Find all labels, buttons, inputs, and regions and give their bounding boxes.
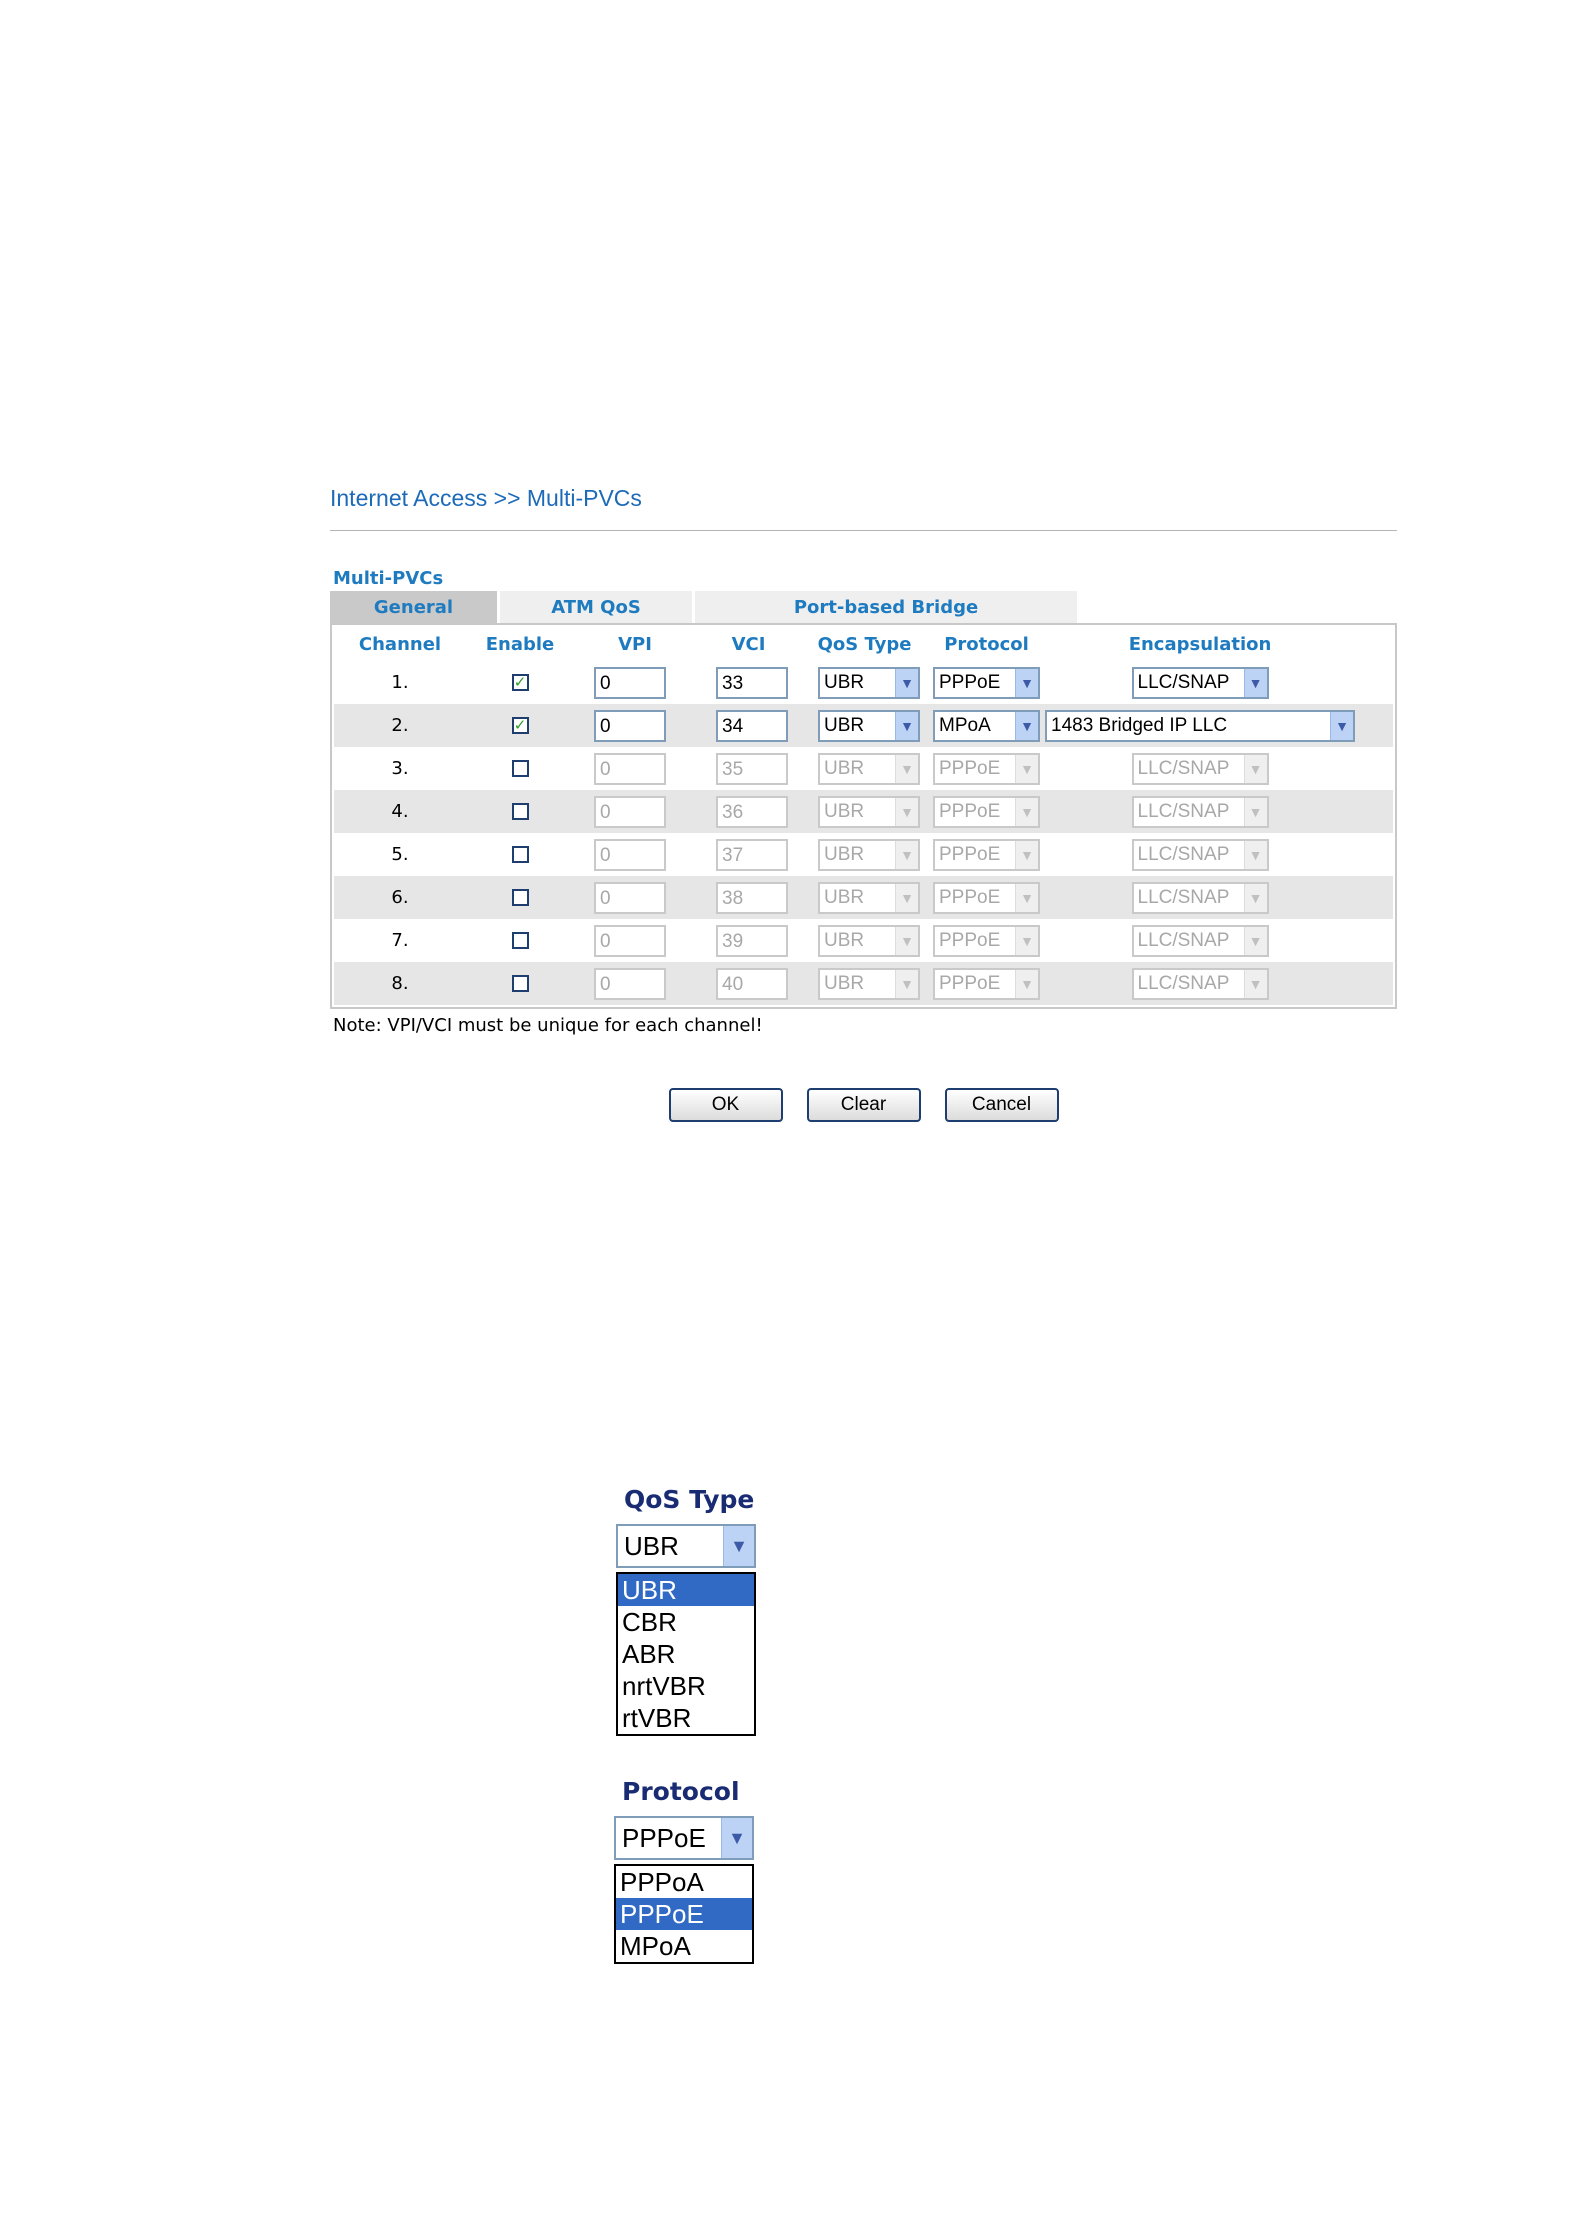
vpi-input[interactable]: 0: [594, 839, 666, 871]
dropdown-option[interactable]: UBR: [618, 1574, 754, 1606]
vci-cell: [696, 839, 801, 871]
encapsulation-value: LLC/SNAP: [1137, 972, 1230, 994]
qos-type-value: UBR: [824, 671, 865, 693]
protocol-select[interactable]: [933, 753, 1040, 785]
qos-type-dropdown-example: [616, 1482, 756, 1736]
vci-input[interactable]: 35: [716, 753, 788, 785]
enable-cell: [466, 889, 574, 906]
vpi-cell: [574, 839, 696, 871]
protocol-cell: [928, 839, 1045, 871]
protocol-cell: [928, 710, 1045, 742]
chevron-down-icon[interactable]: ▼: [895, 884, 918, 912]
table-row: [334, 833, 1393, 876]
dropdown-option[interactable]: PPPoA: [620, 1867, 704, 1897]
vpi-cell: [574, 882, 696, 914]
channel-number: 1.: [391, 672, 409, 693]
pvc-table: [330, 623, 1397, 1009]
chevron-down-icon[interactable]: ▼: [1244, 798, 1267, 826]
tab-bar: [330, 591, 1397, 623]
vci-input[interactable]: 37: [716, 839, 788, 871]
table-row: [334, 747, 1393, 790]
encapsulation-value: LLC/SNAP: [1137, 843, 1230, 865]
vpi-input[interactable]: 0: [594, 882, 666, 914]
button-row: [330, 1088, 1397, 1122]
qos-type-title: QoS Type: [624, 1485, 755, 1514]
protocol-select[interactable]: [933, 882, 1040, 914]
protocol-select[interactable]: [614, 1816, 754, 1860]
qos-type-select[interactable]: [818, 753, 920, 785]
enable-cell: [466, 674, 574, 691]
encapsulation-select[interactable]: [1132, 667, 1269, 699]
table-row: [334, 704, 1393, 747]
dropdown-option[interactable]: rtVBR: [622, 1703, 692, 1733]
protocol-cell: [928, 753, 1045, 785]
channel-number: 4.: [391, 801, 409, 822]
qos-cell: [801, 925, 928, 957]
enable-checkbox[interactable]: [512, 889, 529, 906]
vpi-cell: [574, 710, 696, 742]
vpi-cell: [574, 968, 696, 1000]
qos-type-select[interactable]: [818, 710, 920, 742]
column-header-vci: VCI: [731, 633, 766, 655]
protocol-value: PPPoE: [939, 886, 1001, 908]
chevron-down-icon[interactable]: ▼: [1015, 841, 1038, 869]
divider: [330, 530, 1397, 531]
qos-type-select[interactable]: [818, 882, 920, 914]
qos-type-select[interactable]: [818, 667, 920, 699]
enable-cell: [466, 932, 574, 949]
protocol-cell: [928, 796, 1045, 828]
column-header-channel: Channel: [358, 633, 442, 655]
chevron-down-icon[interactable]: ▼: [721, 1818, 752, 1858]
chevron-down-icon[interactable]: ▼: [895, 970, 918, 998]
vci-input[interactable]: 33: [716, 667, 788, 699]
protocol-select[interactable]: [933, 968, 1040, 1000]
breadcrumb: Internet Access >> Multi-PVCs: [330, 485, 642, 511]
encapsulation-value: 1483 Bridged IP LLC: [1051, 714, 1228, 736]
enable-checkbox[interactable]: ✓: [512, 717, 529, 734]
tab-general[interactable]: General: [330, 591, 500, 623]
qos-type-value: UBR: [824, 714, 865, 736]
table-row: [334, 919, 1393, 962]
column-header-vpi: VPI: [618, 633, 652, 655]
protocol-title: Protocol: [622, 1777, 740, 1806]
vpi-input[interactable]: 0: [594, 753, 666, 785]
vci-cell: [696, 753, 801, 785]
table-row: [334, 962, 1393, 1005]
protocol-value: PPPoE: [939, 972, 1001, 994]
enable-cell: [466, 846, 574, 863]
column-header-protocol: Protocol: [944, 633, 1029, 655]
encapsulation-cell: [1045, 882, 1355, 914]
vpi-input[interactable]: 0: [594, 968, 666, 1000]
clear-button[interactable]: Clear: [807, 1088, 921, 1122]
qos-cell: [801, 796, 928, 828]
protocol-options-list: [614, 1864, 754, 1964]
chevron-down-icon[interactable]: ▼: [1015, 755, 1038, 783]
protocol-selected-value: PPPoE: [622, 1823, 706, 1853]
cancel-button[interactable]: Cancel: [945, 1088, 1059, 1122]
qos-cell: [801, 968, 928, 1000]
encapsulation-cell: [1045, 710, 1355, 742]
chevron-down-icon[interactable]: ▼: [1015, 884, 1038, 912]
encapsulation-select[interactable]: [1132, 882, 1269, 914]
tab-atm-qos[interactable]: ATM QoS: [500, 591, 695, 623]
multi-pvcs-page: [330, 478, 1397, 1122]
protocol-dropdown-example: [614, 1774, 754, 1964]
protocol-cell: [928, 968, 1045, 1000]
encapsulation-cell: [1045, 839, 1355, 871]
chevron-down-icon[interactable]: ▼: [1015, 798, 1038, 826]
vci-cell: [696, 882, 801, 914]
vpi-input[interactable]: 0: [594, 796, 666, 828]
enable-checkbox[interactable]: [512, 975, 529, 992]
enable-cell: [466, 803, 574, 820]
dropdown-option[interactable]: PPPoE: [616, 1898, 752, 1930]
enable-checkbox[interactable]: ✓: [512, 674, 529, 691]
qos-type-value: UBR: [824, 929, 865, 951]
qos-type-select[interactable]: [818, 796, 920, 828]
protocol-cell: [928, 667, 1045, 699]
vci-cell: [696, 710, 801, 742]
encapsulation-cell: [1045, 753, 1355, 785]
protocol-select[interactable]: [933, 710, 1040, 742]
vci-input[interactable]: 36: [716, 796, 788, 828]
chevron-down-icon[interactable]: ▼: [1244, 927, 1267, 955]
vci-cell: [696, 925, 801, 957]
chevron-down-icon[interactable]: ▼: [1015, 927, 1038, 955]
encapsulation-value: LLC/SNAP: [1137, 671, 1230, 693]
vci-cell: [696, 968, 801, 1000]
vci-input[interactable]: 38: [716, 882, 788, 914]
enable-checkbox[interactable]: [512, 932, 529, 949]
qos-cell: [801, 882, 928, 914]
protocol-select[interactable]: [933, 796, 1040, 828]
enable-cell: [466, 717, 574, 734]
qos-cell: [801, 667, 928, 699]
column-header-enable: Enable: [485, 633, 555, 655]
dropdown-option[interactable]: CBR: [622, 1607, 677, 1637]
vpi-cell: [574, 667, 696, 699]
qos-cell: [801, 753, 928, 785]
qos-type-value: UBR: [824, 757, 865, 779]
channel-number: 2.: [391, 715, 409, 736]
protocol-value: MPoA: [939, 714, 991, 736]
channel-number: 3.: [391, 758, 409, 779]
enable-cell: [466, 760, 574, 777]
protocol-value: PPPoE: [939, 843, 1001, 865]
qos-type-select[interactable]: [818, 839, 920, 871]
chevron-down-icon[interactable]: ▼: [723, 1526, 754, 1566]
chevron-down-icon[interactable]: ▼: [1244, 970, 1267, 998]
channel-number: 6.: [391, 887, 409, 908]
protocol-select[interactable]: [933, 839, 1040, 871]
channel-number: 8.: [391, 973, 409, 994]
chevron-down-icon[interactable]: ▼: [895, 841, 918, 869]
encapsulation-value: LLC/SNAP: [1137, 886, 1230, 908]
vpi-cell: [574, 796, 696, 828]
column-header-qos-type: QoS Type: [817, 633, 912, 655]
chevron-down-icon[interactable]: ▼: [1015, 712, 1038, 740]
qos-type-select[interactable]: [818, 968, 920, 1000]
table-header: [334, 627, 1393, 661]
encapsulation-value: LLC/SNAP: [1137, 929, 1230, 951]
protocol-cell: [928, 882, 1045, 914]
chevron-down-icon[interactable]: ▼: [1244, 841, 1267, 869]
protocol-select[interactable]: [933, 925, 1040, 957]
protocol-value: PPPoE: [939, 929, 1001, 951]
encapsulation-select[interactable]: [1045, 710, 1355, 742]
qos-type-value: UBR: [824, 972, 865, 994]
qos-type-options-list: [616, 1572, 756, 1736]
ok-button[interactable]: OK: [669, 1088, 783, 1122]
protocol-value: PPPoE: [939, 757, 1001, 779]
chevron-down-icon[interactable]: ▼: [895, 669, 918, 697]
protocol-cell: [928, 925, 1045, 957]
qos-cell: [801, 710, 928, 742]
encapsulation-cell: [1045, 968, 1355, 1000]
qos-type-value: UBR: [824, 800, 865, 822]
chevron-down-icon[interactable]: ▼: [1244, 884, 1267, 912]
qos-type-select[interactable]: [616, 1524, 756, 1568]
table-row: [334, 876, 1393, 919]
enable-checkbox[interactable]: [512, 803, 529, 820]
chevron-down-icon[interactable]: ▼: [1330, 712, 1353, 740]
chevron-down-icon[interactable]: ▼: [895, 927, 918, 955]
tab-port-based-bridge[interactable]: Port-based Bridge: [695, 591, 1077, 623]
dropdown-option[interactable]: MPoA: [620, 1931, 691, 1961]
vci-input[interactable]: 39: [716, 925, 788, 957]
encapsulation-value: LLC/SNAP: [1137, 800, 1230, 822]
vci-input[interactable]: 40: [716, 968, 788, 1000]
vpi-cell: [574, 753, 696, 785]
dropdown-option[interactable]: nrtVBR: [622, 1671, 706, 1701]
vci-cell: [696, 667, 801, 699]
vpi-input[interactable]: 0: [594, 710, 666, 742]
qos-type-selected-value: UBR: [624, 1531, 679, 1561]
chevron-down-icon[interactable]: ▼: [1015, 970, 1038, 998]
chevron-down-icon[interactable]: ▼: [895, 755, 918, 783]
qos-type-select[interactable]: [818, 925, 920, 957]
section-title: Multi-PVCs: [333, 568, 444, 589]
enable-cell: [466, 975, 574, 992]
vpi-cell: [574, 925, 696, 957]
vci-input[interactable]: 34: [716, 710, 788, 742]
vpi-input[interactable]: 0: [594, 925, 666, 957]
qos-type-value: UBR: [824, 886, 865, 908]
encapsulation-select[interactable]: [1132, 968, 1269, 1000]
table-row: [334, 790, 1393, 833]
channel-number: 5.: [391, 844, 409, 865]
qos-cell: [801, 839, 928, 871]
encapsulation-cell: [1045, 667, 1355, 699]
chevron-down-icon[interactable]: ▼: [1244, 755, 1267, 783]
encapsulation-select[interactable]: [1132, 839, 1269, 871]
chevron-down-icon[interactable]: ▼: [1015, 669, 1038, 697]
enable-checkbox[interactable]: [512, 760, 529, 777]
encapsulation-select[interactable]: [1132, 753, 1269, 785]
dropdown-option[interactable]: ABR: [622, 1639, 676, 1669]
qos-type-value: UBR: [824, 843, 865, 865]
vpi-input[interactable]: 0: [594, 667, 666, 699]
protocol-value: PPPoE: [939, 671, 1001, 693]
vci-cell: [696, 796, 801, 828]
channel-number: 7.: [391, 930, 409, 951]
encapsulation-select[interactable]: [1132, 925, 1269, 957]
encapsulation-value: LLC/SNAP: [1137, 757, 1230, 779]
protocol-value: PPPoE: [939, 800, 1001, 822]
note-text: Note: VPI/VCI must be unique for each channel!: [333, 1015, 763, 1036]
encapsulation-cell: [1045, 796, 1355, 828]
encapsulation-select[interactable]: [1132, 796, 1269, 828]
chevron-down-icon[interactable]: ▼: [1244, 669, 1267, 697]
encapsulation-cell: [1045, 925, 1355, 957]
table-body: [334, 661, 1393, 1005]
column-header-encapsulation: Encapsulation: [1128, 633, 1272, 655]
protocol-select[interactable]: [933, 667, 1040, 699]
enable-checkbox[interactable]: [512, 846, 529, 863]
table-row: [334, 661, 1393, 704]
chevron-down-icon[interactable]: ▼: [895, 798, 918, 826]
chevron-down-icon[interactable]: ▼: [895, 712, 918, 740]
